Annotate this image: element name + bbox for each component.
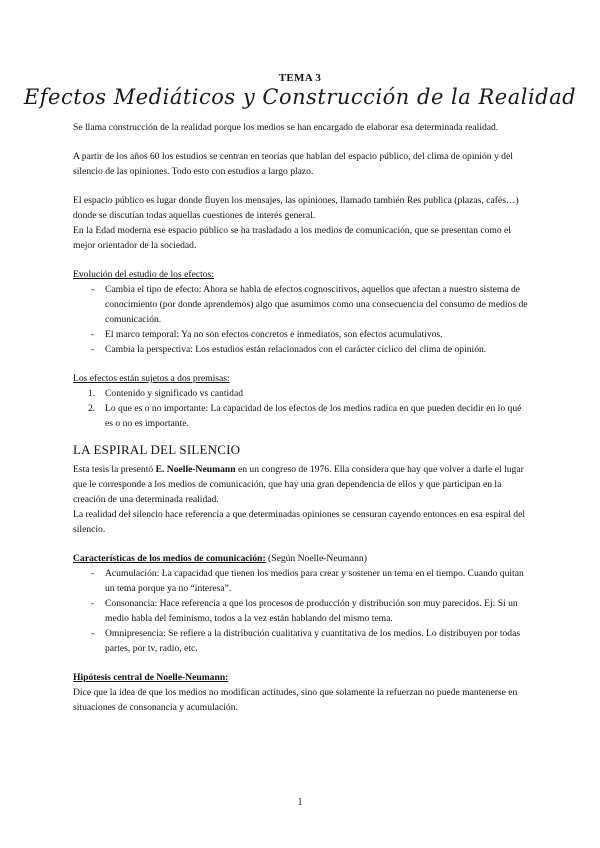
intro-paragraph-2: A partir de los años 60 los estudios se centran en teorías que hablan del espacio público, del clima de opinión y del silencio de las opiniones. Todo esto con estudios a largo plazo. bbox=[73, 151, 513, 177]
document-body bbox=[73, 120, 528, 715]
list-item: - Cambia la perspectiva: Los estudios están relacionados con el carácter cíclico del clima de opinión. bbox=[73, 342, 528, 357]
list-item: 2. Lo que es o no importante: La capacidad de los efectos de los medios radica en que pueden decidir en lo qué es o no es importante. bbox=[88, 403, 522, 429]
list-item: - El marco temporal: Ya no son efectos concretos e inmediatos, son efectos acumulativos. bbox=[73, 327, 528, 342]
caracteristicas-heading: Características de los medios de comunicación: (Según Noelle-Neumann) bbox=[73, 553, 367, 564]
list-item: - Omnipresencia: Se refiere a la distribución cualitativa y cuantitativa de los medios. Lo distribuyen por todas partes, por tv, radio, etc. bbox=[73, 626, 528, 656]
document-title: Efectos Mediáticos y Construcción de la Realidad bbox=[23, 85, 577, 109]
hipotesis-heading: Hipótesis central de Noelle-Neumann: bbox=[73, 672, 229, 683]
list-item: - Cambia el tipo de efecto: Ahora se habla de efectos cognoscitivos, aquellos que afectan a nuestro sistema de conocimiento (por donde aprendemos) algo que asumimos como una consecuencia del consumo de medios de comunicación. bbox=[73, 282, 528, 327]
tema-label: TEMA 3 bbox=[278, 72, 322, 84]
premisas-list bbox=[73, 386, 528, 431]
evolucion-list bbox=[73, 282, 528, 357]
espiral-paragraph-1: Esta tesis la presentó E. Noelle-Neumann en un congreso de 1976. Ella considera que hay que volver a darle el lugar que le corresponde a los medios de comunicación, que hay una gran dependencia de ellos y que participan en la creación de una determinada realidad. bbox=[73, 464, 524, 505]
caracteristicas-list bbox=[73, 566, 528, 656]
author-name: E. Noelle-Neumann bbox=[155, 464, 236, 475]
intro-paragraph-4: En la Edad moderna ese espacio público se ha trasladado a los medios de comunicación, que se presentan como el mejor orientador de la sociedad. bbox=[73, 225, 511, 251]
list-item: - Acumulación: La capacidad que tienen los medios para crear y sostener un tema en el tiempo. Cuando quitan un tema porque ya no “interesa”. bbox=[73, 566, 528, 596]
espiral-heading: LA ESPIRAL DEL SILENCIO bbox=[73, 442, 241, 457]
evolucion-heading: Evolución del estudio de los efectos: bbox=[73, 269, 214, 280]
hipotesis-paragraph: Dice que la idea de que los medios no modifican actitudes, sino que solamente la refuerzan no puede mantenerse en situaciones de consonancia y acumulación. bbox=[73, 687, 518, 713]
espiral-paragraph-2: La realidad del silencio hace referencia a que determinadas opiniones se censuran cayendo entonces en esa espiral del silencio. bbox=[73, 509, 526, 535]
intro-paragraph-1: Se llama construcción de la realidad porque los medios se han encargado de elaborar esa determinada realidad. bbox=[73, 122, 499, 133]
list-item: - Consonancia: Hace referencia a que los procesos de producción y distribución son muy parecidos. Ej: Si un medio habla del feminismo, todos a la vez están hablando del mismo tema. bbox=[73, 596, 528, 626]
page-number: 1 bbox=[297, 797, 303, 808]
intro-paragraph-3: El espacio público es lugar donde fluyen los mensajes, las opiniones, llamado también Res publica (plazas, cafés…) donde se discutían todas aquellas cuestiones de interés general. bbox=[73, 195, 519, 221]
premisas-heading: Los efectos están sujetos a dos premisas: bbox=[73, 373, 230, 384]
list-item: 1. Contenido y significado vs cantidad bbox=[88, 388, 244, 399]
